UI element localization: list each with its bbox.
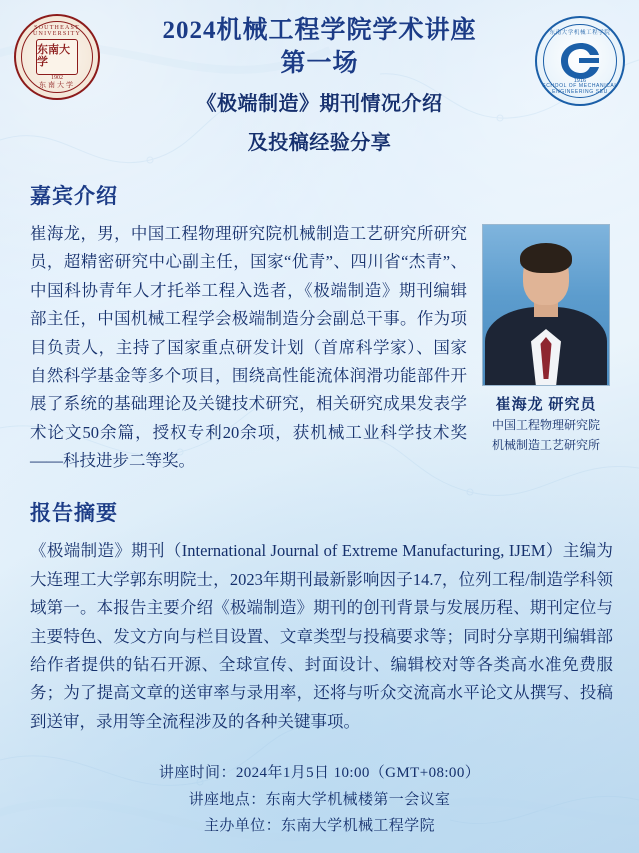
seal-year: 1902 (51, 75, 63, 81)
abstract-section (0, 497, 639, 736)
lecture-host: 主办单位：东南大学机械工程学院 (203, 817, 435, 834)
seal-arc-top-text: SOUTHEAST UNIVERSITY (33, 25, 81, 37)
portrait-hair (520, 243, 572, 273)
guest-photo-column (479, 220, 613, 455)
lecture-place: 讲座地点：东南大学机械楼第一会议室 (188, 791, 451, 808)
seal-center-text: 东南大学 (36, 39, 78, 75)
speaker-affiliation-line-2: 机械制造工艺研究所 (491, 438, 600, 453)
subtitle-line-1: 《极端制造》期刊情况介绍 (196, 93, 443, 115)
seal-arc-bottom-text: 东南大学 (39, 81, 75, 89)
title-line-2: 第一场 (280, 50, 359, 77)
title-line-1: 2024机械工程学院学术讲座 (162, 17, 477, 44)
gear-swirl-icon (557, 41, 603, 81)
guest-section-body (0, 220, 639, 475)
guest-biography: 崔海龙，男，中国工程物理研究院机械制造工艺研究所研究员，超精密研究中心副主任，国家“优青”、四川省“杰青”、中国科协青年人才托举工程入选者，《极端制造》期刊编辑部主任，中国机械工程学会极端制造分会副总干事。作为项目负责人，主持了国家重点研发计划（首席科学家）、国家自然科学基金等多个项目，围绕高性能流体润滑功能部件开展了系统的基础理论及关键技术研究，相关研究成果发表学术论文50余篇，授权专利20余项，获机械工业科学技术奖——科技进步二等奖。 (30, 224, 467, 470)
school-seal-arc-top-text: 东南大学机械工程学院 (549, 30, 611, 36)
school-seal-year: 1916 (573, 78, 587, 84)
guest-section-title: 嘉宾介绍 (30, 184, 118, 208)
school-seal-arc-bottom-text: SCHOOL OF MECHANICAL ENGINEERING SEU (542, 83, 618, 95)
speaker-affiliation-line-1: 中国工程物理研究院 (491, 418, 600, 432)
poster-footer (0, 760, 639, 839)
southeast-university-seal-logo (14, 14, 100, 100)
abstract-body: 《极端制造》期刊（International Journal of Extreme Manufacturing, IJEM）主编为大连理工大学郭东明院士，2023年期刊最新影响因子14.7，位列工程/制造学科领域第一。本报告主要介绍《极端制造》期刊的创刊背景与发展历程、期刊定位与主要特色、发文方向与栏目设置、文章类型与投稿要求等；同时分享期刊编辑部给作者提供的钻石开源、全球宣传、封面设计、编辑校对等各类高水准免费服务；为了提高文章的送审率与录用率，还将与听众交流高水平论文从撰写、投稿到送审，录用等全流程涉及的各种关键事项。 (30, 541, 613, 731)
abstract-section-title: 报告摘要 (30, 501, 118, 526)
speaker-portrait (482, 224, 610, 386)
lecture-time: 讲座时间：2024年1月5日 10:00（GMT+08:00） (158, 765, 481, 782)
school-of-mechanical-engineering-logo (535, 16, 625, 106)
subtitle-line-2: 及投稿经验分享 (247, 132, 392, 154)
speaker-name: 崔海龙 研究员 (495, 397, 597, 413)
guest-section (0, 180, 639, 475)
